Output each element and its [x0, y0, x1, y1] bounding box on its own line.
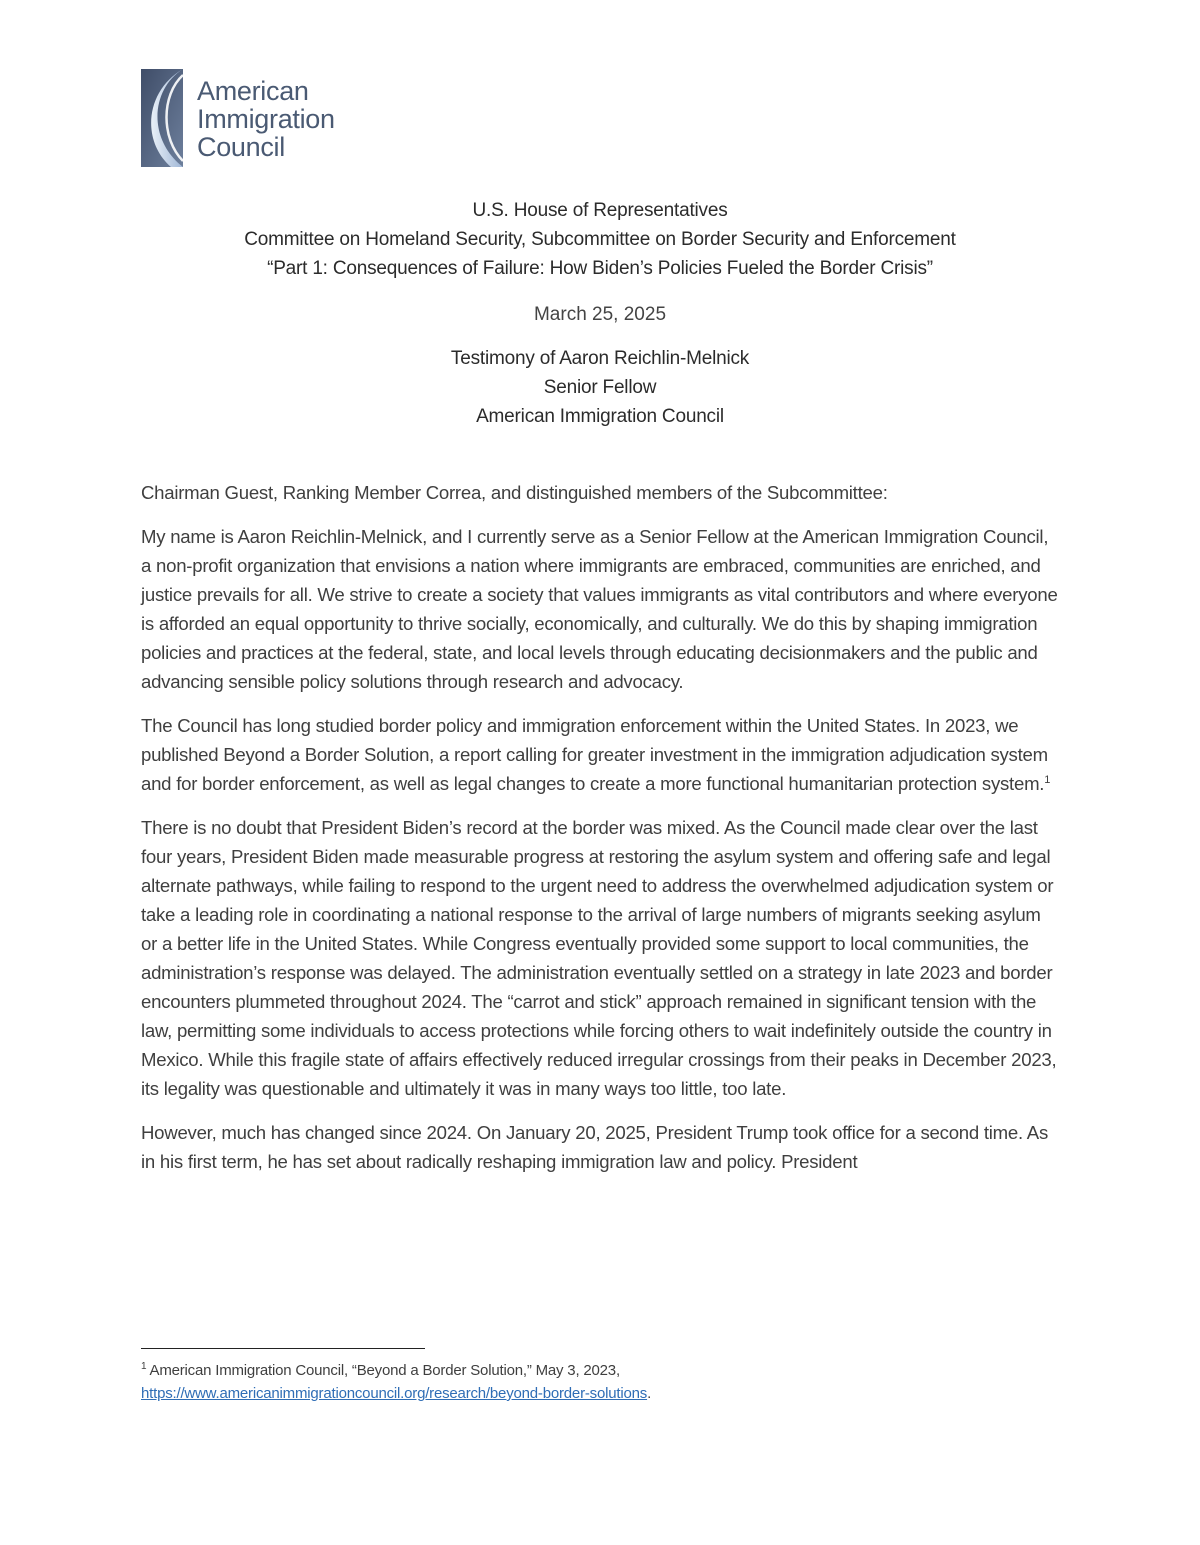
- header-hearing-title: “Part 1: Consequences of Failure: How Biden’s Policies Fueled the Border Crisis”: [267, 258, 933, 279]
- header-chamber: U.S. House of Representatives: [472, 200, 728, 221]
- hearing-date: March 25, 2025: [533, 304, 667, 325]
- logo-line-american: American: [197, 76, 309, 106]
- logo-line-immigration: Immigration: [197, 104, 335, 134]
- logo-line-council: Council: [197, 132, 285, 162]
- footnote-divider: [141, 1348, 425, 1349]
- paragraph-trump-term: However, much has changed since 2024. On January 20, 2025, President Trump took office for a second time. As in his first term, he has set about radically reshaping immigration law and policy. President: [141, 1122, 1049, 1172]
- witness-organization: American Immigration Council: [476, 406, 724, 427]
- footnote-citation: American Immigration Council, “Beyond a Border Solution,” May 3, 2023,: [149, 1362, 620, 1379]
- paragraph-biden-record: There is no doubt that President Biden’s record at the border was mixed. As the Council made clear over the last four years, President Biden made measurable progress at restoring the asylum system and offering safe and legal alternate pathways, while failing to respond to the urgent need to address the overwhelmed adjudication system or take a leading role in coordinating a national response to the arrival of large numbers of migrants seeking asylum or a better life in the United States. While Congress eventually provided some support to local communities, the administration’s response was delayed. The administration eventually settled on a strategy in late 2023 and border encounters plummeted throughout 2024. The “carrot and stick” approach remained in significant tension with the law, permitting some individuals to access protections while forcing others to wait indefinitely outside the country in Mexico. While this fragile state of affairs effectively reduced irregular crossings from their peaks in December 2023, its legality was questionable and ultimately it was in many ways too little, too late.: [141, 817, 1057, 1099]
- paragraph-introduction: My name is Aaron Reichlin-Melnick, and I currently serve as a Senior Fellow at the American Immigration Council, a non-profit organization that envisions a nation where immigrants are embraced, communities are enriched, and justice prevails for all. We strive to create a society that values immigrants as vital contributors and where everyone is afforded an equal opportunity to thrive socially, economically, and culturally. We do this by shaping immigration policies and practices at the federal, state, and local levels through educating decisionmakers and the public and advancing sensible policy solutions through research and advocacy.: [141, 526, 1058, 692]
- salutation: Chairman Guest, Ranking Member Correa, and distinguished members of the Subcommittee:: [141, 482, 888, 503]
- paragraph-council-research: [141, 711, 1059, 798]
- footnote-number: 1: [141, 1361, 147, 1372]
- swoosh-logo-icon: [141, 69, 197, 169]
- organization-logo: [141, 69, 345, 169]
- footnote-reference[interactable]: 1: [1044, 773, 1051, 786]
- footnote: [141, 1359, 1059, 1405]
- header-committee: Committee on Homeland Security, Subcommittee on Border Security and Enforcement: [244, 229, 956, 250]
- logo-wordmark: [197, 77, 335, 161]
- witness-title: Senior Fellow: [543, 377, 657, 398]
- testimony-of: Testimony of Aaron Reichlin-Melnick: [450, 348, 750, 369]
- paragraph-council-research-text: The Council has long studied border policy and immigration enforcement within the United States. In 2023, we published Beyond a Border Solution, a report calling for greater investment in the immigration adjudication system and for border enforcement, as well as legal changes to create a more functional humanitarian protection system.: [141, 715, 1048, 794]
- testimony-block: [141, 344, 1059, 431]
- footnote-link[interactable]: https://www.americanimmigrationcouncil.org/research/beyond-border-solutions: [141, 1385, 648, 1402]
- footnote-trailing-period: .: [647, 1385, 652, 1402]
- testimony-body: [141, 478, 1059, 1191]
- hearing-header: [141, 196, 1059, 283]
